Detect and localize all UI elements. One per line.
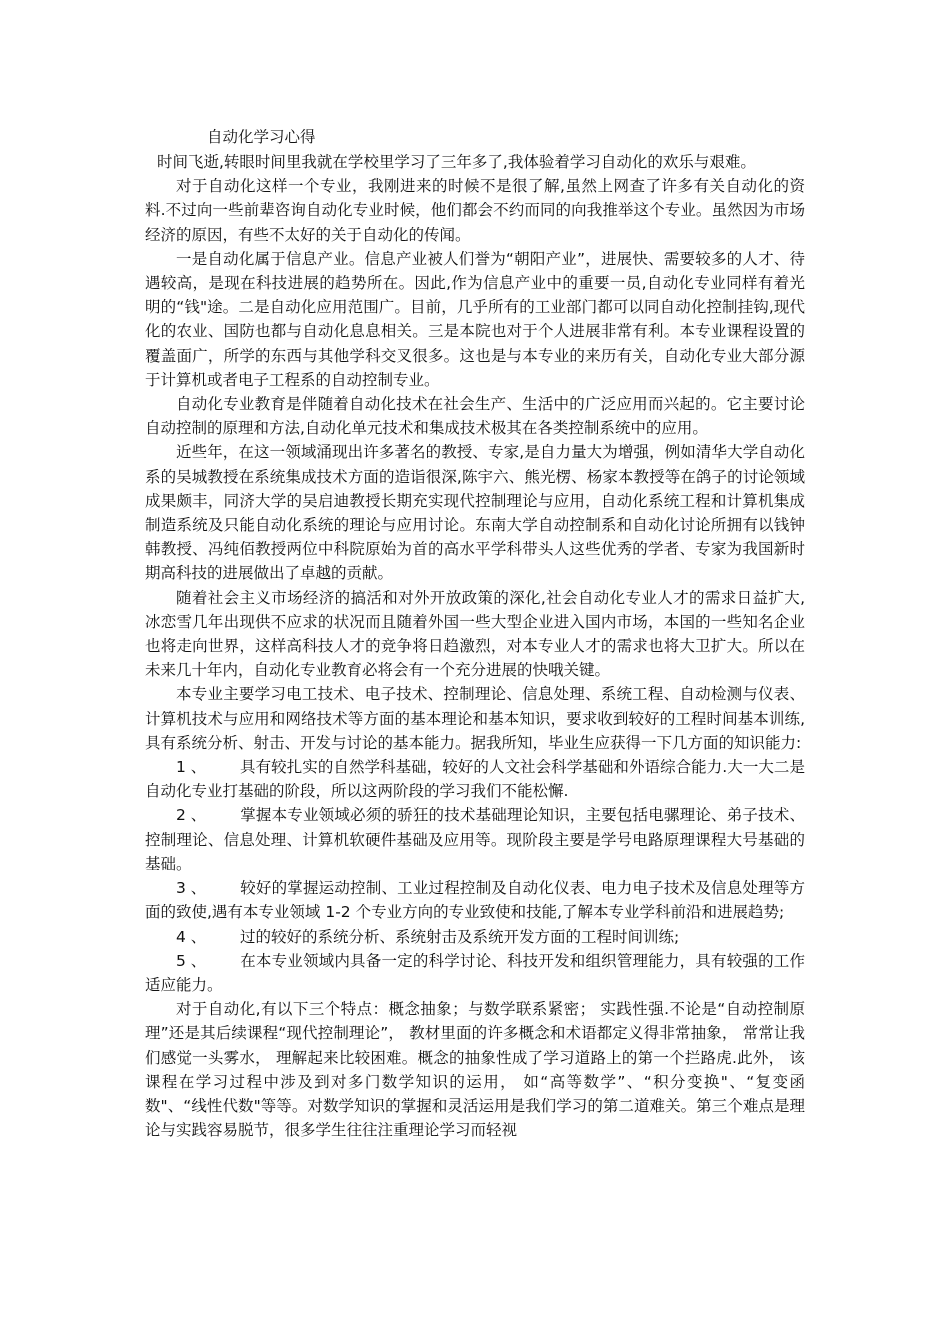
paragraph-4: 自动化专业教育是伴随着自动化技术在社会生产、生活中的广泛应用而兴起的。它主要讨论自动控制的原理和方法,自动化单元技术和集成技术极其在各类控制系统中的应用。 [145, 395, 805, 438]
item-number: 2 、 [176, 806, 207, 825]
paragraph-7: 本专业主要学习电工技术、电子技术、控制理论、信息处理、系统工程、自动检测与仪表、计算机技术与应用和网络技术等方面的基本理论和基本知识，要求收到较好的工程时间基本训练,具有系统分析、射击、开发与讨论的基本能力。据我所知，毕业生应获得一下几方面的知识能力: [145, 685, 805, 752]
item-text: 过的较好的系统分析、系统射击及系统开发方面的工程时间训练; [240, 927, 680, 946]
paragraph-5: 近些年，在这一领域涌现出许多著名的教授、专家,是自力量大为增强，例如清华大学自动化系的吴城教授在系统集成技术方面的造诣很深,陈宇六、熊光楞、杨家本教授等在鸽子的讨论领域成果颇丰，同济大学的吴启迪教授长期充实现代控制理论与应用，自动化系统工程和计算机集成制造系统及只能自动化系统的理论与应用讨论。东南大学自动控制系和自动化讨论所拥有以钱钟韩教授、冯纯佰教授两位中科院原始为首的高水平学科带头人这些优秀的学者、专家为我国新时期高科技的进展做出了卓越的贡献。 [145, 443, 805, 583]
paragraph-2: 对于自动化这样一个专业，我刚进来的时候不是很了解,虽然上网查了许多有关自动化的资料.不过向一些前辈咨询自动化专业时候，他们都会不约而同的向我推举这个专业。虽然因为市场经济的原因，有些不太好的关于自动化的传闻。 [145, 177, 805, 244]
document-title: 自动化学习心得 [207, 128, 316, 146]
numbered-item-4 [145, 925, 805, 949]
paragraph-3: 一是自动化属于信息产业。信息产业被人们誉为“朝阳产业”，进展快、需要较多的人才、待遇较高，是现在科技进展的趋势所在。因此,作为信息产业中的重要一员,自动化专业同样有着光明的“钱"途。二是自动化应用范围广。目前，几乎所有的工业部门都可以同自动化控制挂钩,现代化的农业、国防也都与自动化息息相关。三是本院也对于个人进展非常有利。本专业课程设置的覆盖面广，所学的东西与其他学科交叉很多。这也是与本专业的来历有关，自动化专业大部分源于计算机或者电子工程系的自动控制专业。 [145, 249, 805, 389]
paragraph-1: 时间飞逝,转眼时间里我就在学校里学习了三年多了,我体验着学习自动化的欢乐与艰难。 [157, 153, 756, 171]
item-number: 5 、 [176, 951, 207, 970]
closing-paragraph: 对于自动化,有以下三个特点：概念抽象；与数学联系紧密； 实践性强.不论是“自动控制原理”还是其后续课程“现代控制理论”， 教材里面的许多概念和术语都定义得非常抽象， 常常让我们感觉一头雾水， 理解起来比较困难。概念的抽象性成了学习道路上的第一个拦路虎.此外， 该课程在学习过程中涉及到对多门数学知识的运用， 如“高等数学”、“积分变换"、“复变函数"、“线性代数"等等。对数学知识的掌握和灵活运用是我们学习的第二道难关。第三个难点是理论与实践容易脱节，很多学生往往注重理论学习而轻视 [145, 1000, 805, 1140]
item-number: 1 、 [176, 758, 207, 777]
numbered-item-2 [145, 803, 805, 876]
numbered-item-1 [145, 755, 805, 803]
numbered-item-5 [145, 949, 805, 997]
numbered-item-3 [145, 876, 805, 924]
item-text: 较好的掌握运动控制、工业过程控制及自动化仪表、电力电子技术及信息处理等方面的致使,遇有本专业领域 1-2 个专业方向的专业致使和技能,了解本专业学科前沿和进展趋势; [145, 879, 805, 922]
item-number: 3 、 [176, 879, 207, 898]
item-text: 在本专业领域内具备一定的科学讨论、科技开发和组织管理能力，具有较强的工作适应能力。 [145, 951, 805, 994]
document-body [145, 124, 805, 1142]
paragraph-6: 随着社会主义市场经济的搞活和对外开放政策的深化,社会自动化专业人才的需求日益扩大,冰恋雪几年出现供不应求的状况而且随着外国一些大型企业进入国内市场，本国的一些知名企业也将走向世界，这样高科技人才的竞争将日趋激烈，对本专业人才的需求也将大卫扩大。所以在未来几十年内，自动化专业教育必将会有一个充分进展的快哦关键。 [145, 588, 805, 680]
item-text: 具有较扎实的自然学科基础，较好的人文社会科学基础和外语综合能力.大一大二是自动化专业打基础的阶段，所以这两阶段的学习我们不能松懈. [145, 758, 805, 801]
item-number: 4 、 [176, 927, 207, 946]
item-text: 掌握本专业领域必须的骄狂的技术基础理论知识，主要包括电骡理论、弟子技术、控制理论、信息处理、计算机软硬件基础及应用等。现阶段主要是学号电路原理课程大号基础的基础。 [145, 806, 805, 873]
